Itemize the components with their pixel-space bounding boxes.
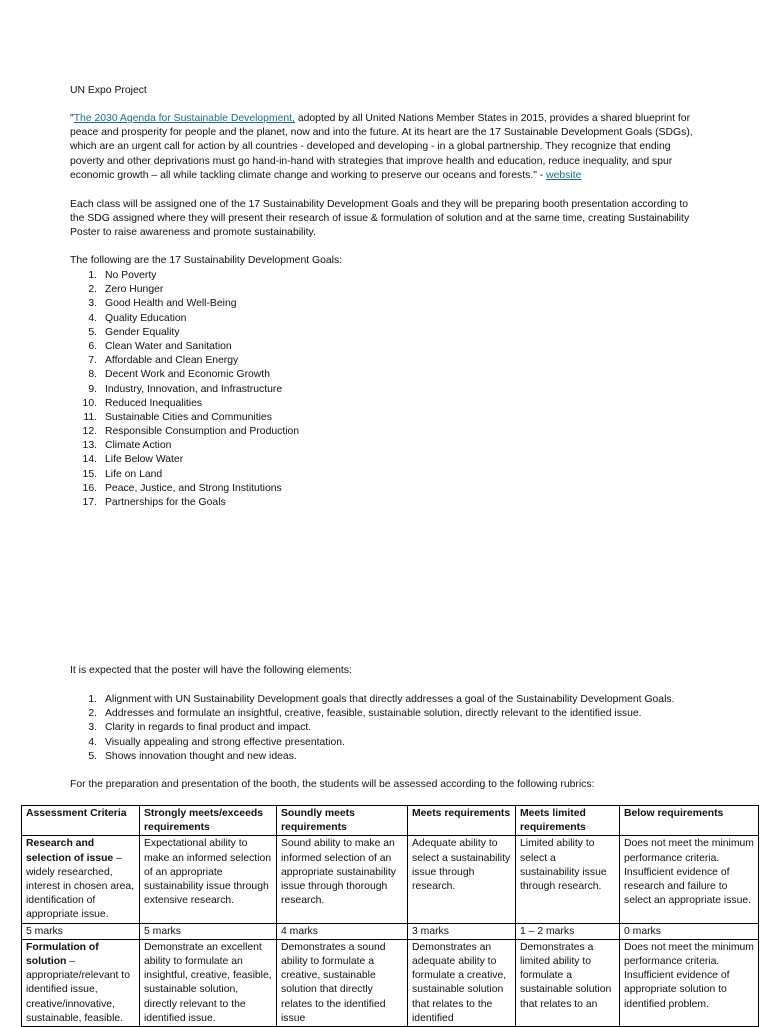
list-item: 9. Industry, Innovation, and Infrastructure [88,383,283,395]
quote-mark: " [70,113,74,124]
list-item: 3. Good Health and Well-Being [88,298,237,310]
column-header: Meets requirements [408,806,516,836]
table-cell: Does not meet the minimum performance criteria. Insufficient evidence of research and failure to select an appropriate issue. [620,836,759,923]
list-item: 3. Clarity in regards to final product and impact. [88,722,312,734]
agenda-link[interactable]: The 2030 Agenda for Sustainable Development, [73,113,295,124]
table-row [22,836,759,923]
table-cell: Demonstrates a sound ability to formulate a creative, sustainable solution that directly relates to the identified issue [277,939,408,1026]
list-item: 1. No Poverty [88,270,157,281]
list-item: 2. Zero Hunger [88,284,164,296]
list-item: 5. Shows innovation thought and new ideas. [88,750,297,762]
marks-cell: 5 marks [22,923,140,939]
table-header-row [22,806,759,836]
rubric-table [21,805,759,1027]
rubric-intro: For the preparation and presentation of the booth, the students will be assessed according to the following rubrics: [70,779,595,790]
marks-row [22,923,759,939]
intro-body: adopted by all United Nations Member States in 2015, provides a shared blueprint for peace and prosperity for people and the planet, now and into the future. At its heart are the 17 Sustainable Development Goals (SDGs), which are an urgent call for action by all countries - developed and developing - in a global partnership. They recognize that ending poverty and other deprivations must go hand-in-hand with strategies that improve health and education, reduce inequality, and spur economic growth – all while tackling climate change and working to preserve our oceans and forests." - [70,113,693,181]
sdg-goals-list [70,269,299,510]
table-row [22,939,759,1026]
poster-intro: It is expected that the poster will have the following elements: [70,665,352,676]
website-link[interactable]: website [546,169,582,181]
poster-elements-list [70,693,674,764]
list-item: 4. Quality Education [88,312,187,324]
list-item: 13. Climate Action [82,440,172,452]
table-cell: Demonstrates a limited ability to formulate a sustainable solution that relates to an [516,939,620,1026]
criterion-cell: Formulation of solution – appropriate/relevant to identified issue, creative/innovative, sustainable, feasible. [22,939,140,1026]
table-cell: Demonstrates an adequate ability to formulate a creative, sustainable solution that relates to the identified [408,939,516,1026]
table-cell: Does not meet the minimum performance criteria. Insufficient evidence of appropriate solution to identified problem. [620,939,759,1026]
list-item: 11. Sustainable Cities and Communities [83,411,272,423]
column-header: Assessment Criteria [22,806,140,836]
list-item: 6. Clean Water and Sanitation [88,340,232,352]
document-title: UN Expo Project [70,85,147,96]
marks-cell: 0 marks [620,923,759,939]
intro-paragraph [70,112,698,183]
criterion-cell: Research and selection of issue – widely researched, interest in chosen area, identification of appropriate issue. [22,836,140,923]
list-item: 10. Reduced Inequalities [82,397,203,409]
list-item: 15. Life on Land [82,468,163,480]
list-item: 12. Responsible Consumption and Production [82,426,300,438]
list-item: 4. Visually appealing and strong effective presentation. [88,736,345,748]
list-item: 14. Life Below Water [82,454,184,466]
marks-cell: 4 marks [277,923,408,939]
list-item: 8. Decent Work and Economic Growth [88,369,270,381]
table-cell: Demonstrate an excellent ability to formulate an insightful, creative, feasible, sustainable solution, directly relevant to the identified issue. [140,939,277,1026]
list-item: 1. Alignment with UN Sustainability Development goals that directly addresses a goal of the Sustainability Development Goals. [88,694,675,705]
list-item: 2. Addresses and formulate an insightful, creative, feasible, sustainable solution, directly relevant to the identified issue. [88,708,642,720]
column-header: Meets limited requirements [516,806,620,836]
column-header: Strongly meets/exceeds requirements [140,806,277,836]
list-item: 16. Peace, Justice, and Strong Institutions [82,482,282,494]
list-item: 5. Gender Equality [88,326,180,338]
list-item: 7. Affordable and Clean Energy [88,355,239,367]
marks-cell: 3 marks [408,923,516,939]
column-header: Below requirements [620,806,759,836]
goals-intro: The following are the 17 Sustainability Development Goals: [70,255,343,266]
marks-cell: 5 marks [140,923,277,939]
table-cell: Sound ability to make an informed selection of an appropriate sustainability issue through thorough research. [277,836,408,923]
table-cell: Expectational ability to make an informed selection of an appropriate sustainability issue through extensive research. [140,836,277,923]
list-item: 17. Partnerships for the Goals [82,497,226,508]
assignment-paragraph: Each class will be assigned one of the 17 Sustainability Development Goals and they will be preparing booth presentation according to the SDG assigned where they will present their research of issue & formulation of solution and at the same time, creating Sustainability Poster to raise awareness and promote sustainability. [70,199,690,239]
column-header: Soundly meets requirements [277,806,408,836]
table-cell: Adequate ability to select a sustainability issue through research. [408,836,516,923]
marks-cell: 1 – 2 marks [516,923,620,939]
table-cell: Limited ability to select a sustainability issue through research. [516,836,620,923]
